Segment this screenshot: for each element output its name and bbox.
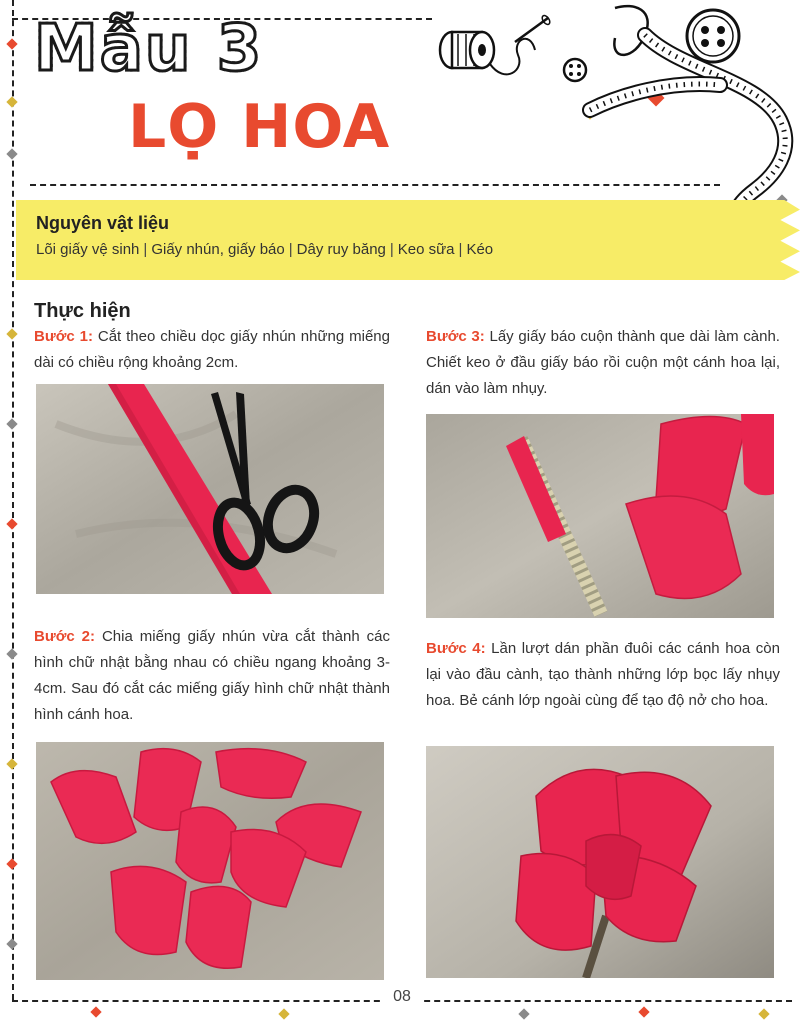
section-divider bbox=[30, 184, 720, 186]
diamond-decoration bbox=[6, 938, 17, 949]
sewing-illustration bbox=[430, 0, 800, 230]
step-label: Bước 3: bbox=[426, 328, 485, 345]
diamond-decoration bbox=[90, 1006, 101, 1017]
step-4-photo bbox=[426, 746, 774, 978]
large-button-icon bbox=[687, 10, 739, 62]
materials-band bbox=[16, 200, 800, 280]
instructions-title: Thực hiện bbox=[34, 300, 131, 322]
material-item: Keo sữa bbox=[397, 241, 455, 258]
page-number: 08 bbox=[380, 988, 424, 1006]
step-1-photo bbox=[36, 384, 384, 594]
material-item: Kéo bbox=[466, 241, 494, 258]
step-4-text bbox=[426, 636, 780, 714]
diamond-decoration bbox=[6, 148, 17, 159]
diamond-decoration bbox=[6, 418, 17, 429]
step-3-text bbox=[426, 324, 780, 402]
step-label: Bước 2: bbox=[34, 628, 95, 645]
diamond-decoration bbox=[6, 518, 17, 529]
step-label: Bước 4: bbox=[426, 640, 486, 657]
separator: | bbox=[143, 241, 148, 258]
button-icon bbox=[564, 59, 586, 81]
diamond-decoration bbox=[758, 1008, 769, 1019]
step-body: Chia miếng giấy nhún vừa cắt thành các hình chữ nhật bằng nhau có chiều ngang khoảng 3-4cm. Sau đó cắt các miếng giấy hình chữ nhật thành hình cánh hoa. bbox=[34, 628, 390, 723]
separator: | bbox=[288, 241, 293, 258]
material-item: Lõi giấy vệ sinh bbox=[36, 241, 140, 258]
diamond-decoration bbox=[6, 328, 17, 339]
diamond-decoration bbox=[278, 1008, 289, 1019]
separator: | bbox=[458, 241, 463, 258]
page-title: Mẫu 3 bbox=[34, 12, 264, 86]
diamond-decoration bbox=[6, 858, 17, 869]
diamond-decoration bbox=[6, 96, 17, 107]
material-item: Giấy nhún, giấy báo bbox=[151, 241, 285, 258]
separator: | bbox=[389, 241, 394, 258]
diamond-decoration bbox=[638, 1006, 649, 1017]
step-2-text bbox=[34, 624, 390, 728]
step-1-text bbox=[34, 324, 390, 376]
diamond-decoration bbox=[518, 1008, 529, 1019]
step-body: Cắt theo chiều dọc giấy nhún những miếng dài có chiều rộng khoảng 2cm. bbox=[34, 328, 390, 371]
diamond-decoration bbox=[6, 38, 17, 49]
diamond-decoration bbox=[6, 648, 17, 659]
needle-icon bbox=[515, 14, 551, 42]
step-body: Lần lượt dán phần đuôi các cánh hoa còn lại vào đầu cành, tạo thành những lớp bọc lấy nhụy hoa. Bẻ cánh lớp ngoài cùng để tạo độ nở cho hoa. bbox=[426, 640, 780, 709]
materials-title: Nguyên vật liệu bbox=[36, 213, 170, 233]
page-subtitle: LỌ HOA bbox=[128, 92, 391, 162]
step-body: Lấy giấy báo cuộn thành que dài làm cành. Chiết keo ở đầu giấy báo rồi cuộn một cánh hoa lại, dán vào làm nhụy. bbox=[426, 328, 780, 397]
step-label: Bước 1: bbox=[34, 328, 93, 345]
materials-list bbox=[36, 241, 493, 258]
step-3-photo bbox=[426, 414, 774, 618]
step-2-photo bbox=[36, 742, 384, 980]
material-item: Dây ruy băng bbox=[296, 241, 386, 258]
diamond-decoration bbox=[6, 758, 17, 769]
